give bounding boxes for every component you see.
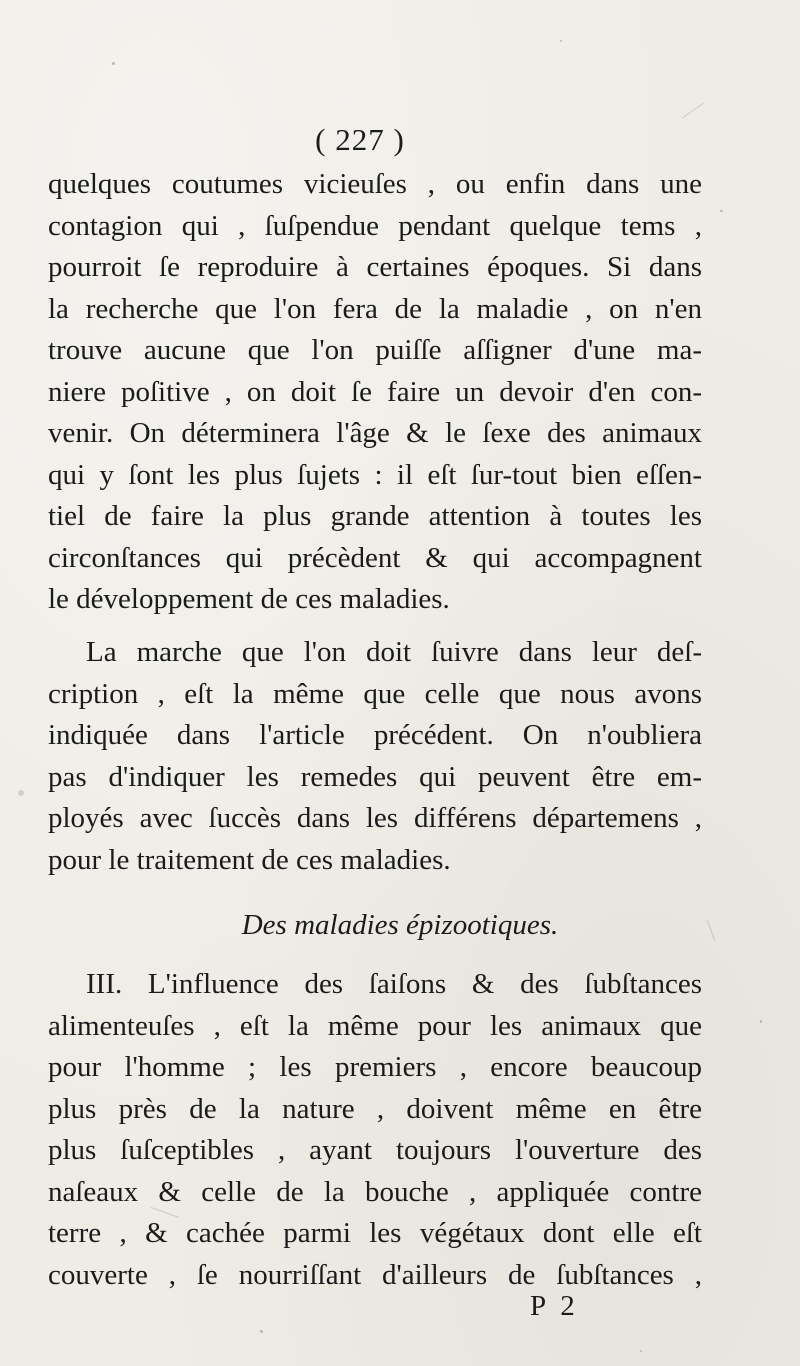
text-line: cription , eſt la même que celle que nous avons: [48, 677, 702, 710]
text-line: tiel de faire la plus grande attention à toutes les: [48, 500, 702, 532]
text-line: terre , & cachée parmi les végétaux dont elle eſt: [48, 1217, 702, 1249]
text-line: la recherche que l'on fera de la maladie , on n'en: [48, 292, 702, 325]
text-line: qui y ſont les plus ſujets : il eſt ſur-tout bien eſſen-: [48, 458, 702, 491]
text-line: pas d'indiquer les remedes qui peuvent être em-: [48, 760, 702, 793]
text-line: contagion qui , ſuſpendue pendant quelque tems ,: [48, 209, 702, 242]
paragraph-1: [48, 164, 702, 621]
text-line: venir. On déterminera l'âge & le ſexe des animaux: [48, 417, 702, 449]
text-line: indiquée dans l'article précédent. On n'oubliera: [48, 719, 702, 751]
text-line: III. L'influence des ſaiſons & des ſubſtances: [86, 968, 702, 1000]
paper-fiber: [682, 103, 704, 119]
text-line: naſeaux & celle de la bouche , appliquée contre: [48, 1175, 702, 1208]
text-line: quelques coutumes vicieuſes , ou enfin dans une: [48, 168, 702, 200]
paper-speck: [260, 1330, 263, 1333]
text-line: trouve aucune que l'on puiſſe aſſigner d'une ma-: [48, 334, 702, 366]
text-line: niere poſitive , on doit ſe faire un devoir d'en con-: [48, 375, 702, 408]
paper-speck: [560, 40, 562, 42]
section-heading: Des maladies épizootiques.: [241, 909, 559, 941]
text-line: pour l'homme ; les premiers , encore beaucoup: [48, 1051, 702, 1083]
paper-speck: [112, 62, 115, 65]
text-line: La marche que l'on doit ſuivre dans leur deſ-: [86, 636, 702, 668]
text-line: plus près de la nature , doivent même en être: [48, 1092, 702, 1125]
paper-speck: [640, 1350, 642, 1352]
text-line: alimenteuſes , eſt la même pour les animaux que: [48, 1009, 702, 1042]
paper-speck: [760, 1020, 762, 1023]
signature-mark: P 2: [530, 1290, 579, 1322]
text-line: couverte , ſe nourriſſant d'ailleurs de ſubſtances ,: [48, 1258, 702, 1291]
paragraph-3: [48, 964, 702, 1296]
text-line: pourroit ſe reproduire à certaines époques. Si dans: [48, 251, 702, 283]
text-line: circonſtances qui précèdent & qui accompagnent: [48, 541, 702, 574]
text-line: pour le traitement de ces maladies.: [48, 843, 451, 876]
page-number: ( 227 ): [315, 122, 405, 157]
paper-speck: [720, 210, 723, 212]
paper-speck: [18, 790, 24, 796]
paragraph-2: [48, 632, 702, 881]
text-line: le développement de ces maladies.: [48, 583, 450, 615]
text-line: plus ſuſceptibles , ayant toujours l'ouverture des: [48, 1134, 702, 1166]
text-line: ployés avec ſuccès dans les différens départemens ,: [48, 802, 702, 834]
